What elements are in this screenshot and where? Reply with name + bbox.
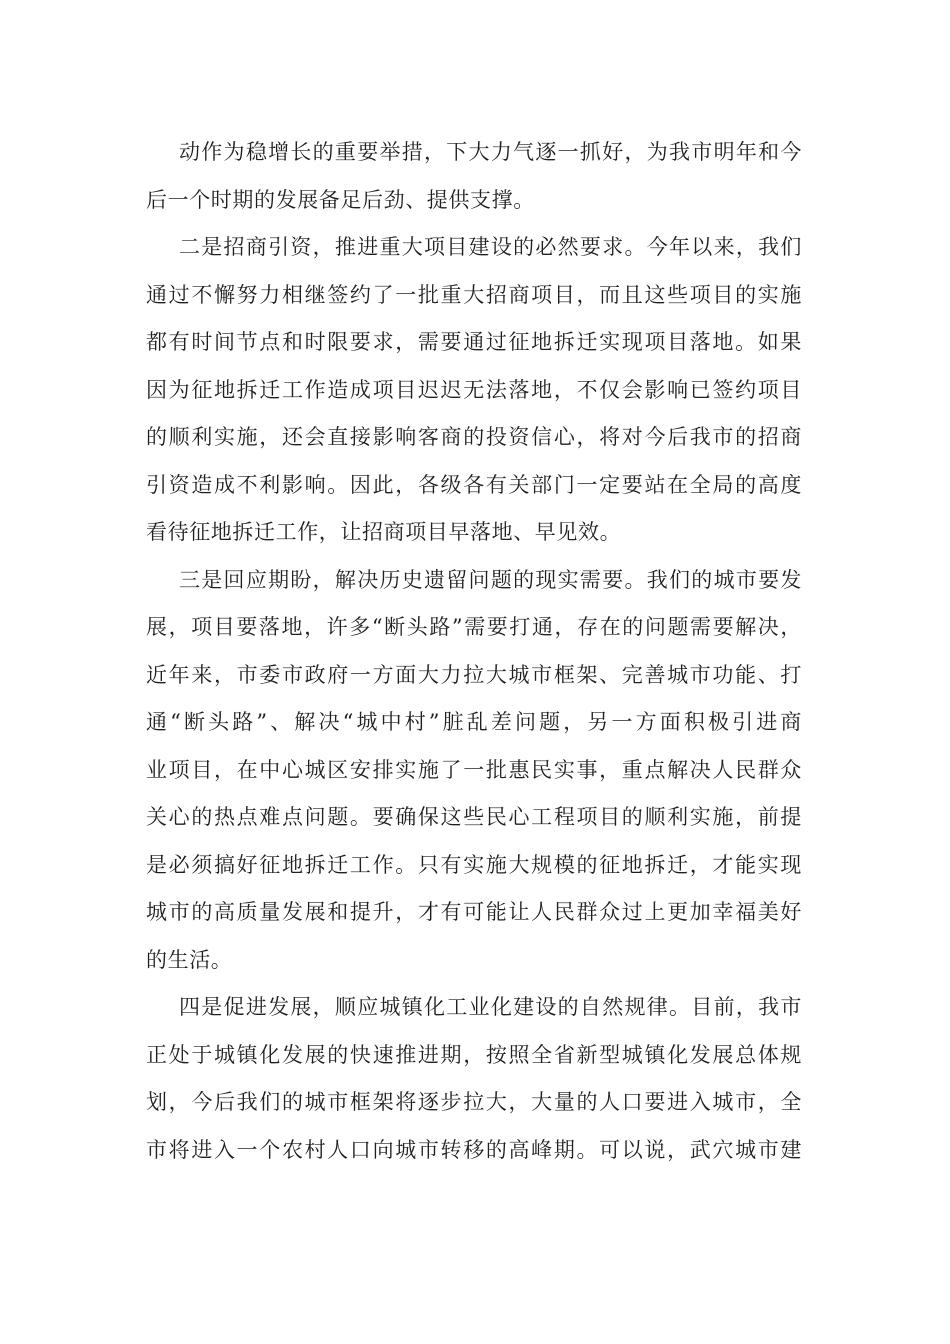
text-line: 都有时间节点和时限要求，需要通过征地拆迁实现项目落地。如果	[146, 330, 802, 354]
text-line: 划，今后我们的城市框架将逐步拉大，大量的人口要进入城市，全	[146, 1090, 802, 1114]
text-line: 四是促进发展，顺应城镇化工业化建设的自然规律。目前，我市	[179, 995, 802, 1019]
text-line: 通“断头路”、解决“城中村”脏乱差问题，另一方面积极引进商	[146, 710, 802, 734]
text-line: 后一个时期的发展备足后劲、提供支撑。	[146, 187, 535, 212]
text-line: 引资造成不利影响。因此，各级各有关部门一定要站在全局的高度	[146, 472, 802, 497]
text-line: 二是招商引资，推进重大项目建设的必然要求。今年以来，我们	[179, 235, 802, 259]
text-line: 近年来，市委市政府一方面大力拉大城市框架、完善城市功能、打	[146, 662, 802, 687]
document-body	[146, 129, 802, 1174]
text-line: 动作为稳增长的重要举措，下大力气逐一抓好，为我市明年和今	[179, 140, 802, 164]
text-line: 展，项目要落地，许多“断头路”需要打通，存在的问题需要解决，	[146, 615, 802, 639]
text-line: 三是回应期盼，解决历史遗留问题的现实需要。我们的城市要发	[179, 567, 802, 592]
text-line: 通过不懈努力相继签约了一批重大招商项目，而且这些项目的实施	[146, 282, 802, 307]
text-line: 关心的热点难点问题。要确保这些民心工程项目的顺利实施，前提	[146, 805, 802, 829]
text-line: 城市的高质量发展和提升，才有可能让人民群众过上更加幸福美好	[146, 900, 802, 924]
text-line: 是必须搞好征地拆迁工作。只有实施大规模的征地拆迁，才能实现	[146, 852, 802, 877]
text-line: 的生活。	[146, 947, 233, 972]
text-line: 市将进入一个农村人口向城市转移的高峰期。可以说，武穴城市建	[146, 1137, 802, 1162]
text-line: 看待征地拆迁工作，让招商项目早落地、早见效。	[146, 520, 622, 544]
text-line: 的顺利实施，还会直接影响客商的投资信心，将对今后我市的招商	[146, 425, 802, 449]
text-line: 业项目，在中心城区安排实施了一批惠民实事，重点解决人民群众	[146, 757, 802, 782]
text-line: 正处于城镇化发展的快速推进期，按照全省新型城镇化发展总体规	[146, 1042, 802, 1067]
text-line: 因为征地拆迁工作造成项目迟迟无法落地，不仅会影响已签约项目	[146, 377, 802, 402]
